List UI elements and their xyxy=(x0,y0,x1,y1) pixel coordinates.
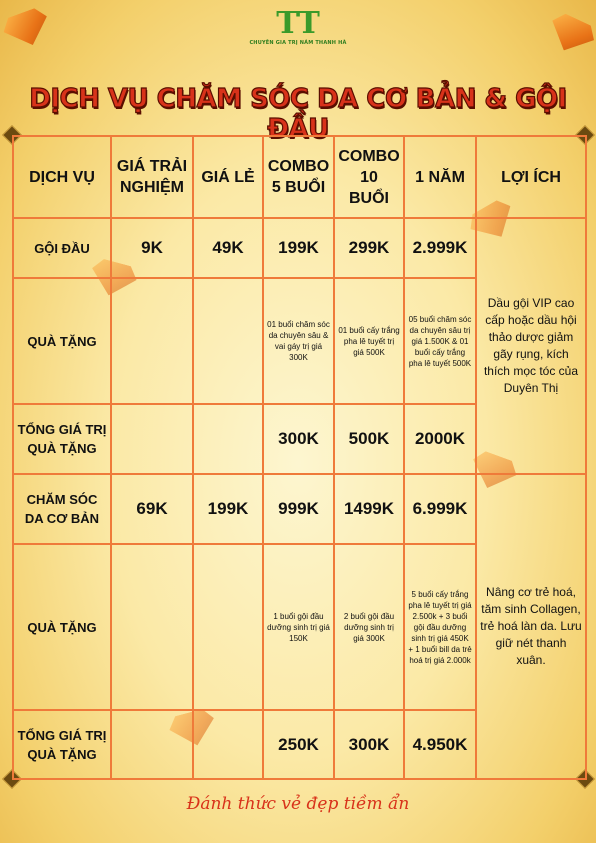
gem-decoration xyxy=(543,10,596,60)
row-label: GỘI ĐẦU xyxy=(13,218,111,278)
price-table xyxy=(12,135,587,780)
row-label: CHĂM SÓC DA CƠ BẢN xyxy=(13,474,111,544)
gift-cell: 5 buổi cấy trắng pha lê tuyết trị giá 2.500k + 3 buổi gội đầu dưỡng sinh trị giá 450K + 1 buổi bill da trẻ hoá trị giá 2.000k xyxy=(404,544,476,710)
footer-slogan: Đánh thức vẻ đẹp tiềm ẩn xyxy=(186,794,410,814)
gift-cell: 1 buổi gội đầu dưỡng sinh trị giá 150K xyxy=(263,544,334,710)
table-row xyxy=(13,474,586,544)
price-cell: 199K xyxy=(193,474,263,544)
gift-cell: 05 buổi chăm sóc da chuyên sâu trị giá 1.500K & 01 buổi cấy trắng pha lê tuyết 500K xyxy=(404,278,476,404)
benefit-cell: Dầu gội VIP cao cấp hoặc dầu hội thảo dược giảm gãy rụng, kích thích mọc tóc của Duyên Thị xyxy=(476,218,586,474)
row-label: TỔNG GIÁ TRỊ QUÀ TẶNG xyxy=(13,404,111,474)
empty-cell xyxy=(193,544,263,710)
price-cell: 299K xyxy=(334,218,404,278)
benefit-cell: Nâng cơ trẻ hoá, tăm sinh Collagen, trẻ hoá làn da. Lưu giữ nét thanh xuân. xyxy=(476,474,586,779)
price-cell: 1499K xyxy=(334,474,404,544)
gem-decoration xyxy=(0,5,54,53)
empty-cell xyxy=(111,278,193,404)
price-cell: 199K xyxy=(263,218,334,278)
price-cell: 6.999K xyxy=(404,474,476,544)
logo xyxy=(248,8,348,56)
price-cell: 49K xyxy=(193,218,263,278)
gift-cell: 01 buổi chăm sóc da chuyên sâu & vai gáy trị giá 300K xyxy=(263,278,334,404)
price-cell: 2.999K xyxy=(404,218,476,278)
row-label: TỔNG GIÁ TRỊ QUÀ TẶNG xyxy=(13,710,111,779)
total-cell: 2000K xyxy=(404,404,476,474)
row-label: QUÀ TẶNG xyxy=(13,278,111,404)
header-cell: GIÁ TRẢI NGHIỆM xyxy=(111,136,193,218)
table-row xyxy=(13,218,586,278)
header-cell: COMBO 5 BUỔI xyxy=(263,136,334,218)
empty-cell xyxy=(111,544,193,710)
logo-mark: TT xyxy=(276,6,320,41)
price-cell: 69K xyxy=(111,474,193,544)
header-cell: DỊCH VỤ xyxy=(13,136,111,218)
header-row xyxy=(13,136,586,218)
header-cell: COMBO 10 BUỔI xyxy=(334,136,404,218)
empty-cell xyxy=(193,404,263,474)
price-cell: 999K xyxy=(263,474,334,544)
logo-text: CHUYÊN GIA TRỊ NÁM THANH HÀ xyxy=(249,40,347,46)
empty-cell xyxy=(193,278,263,404)
empty-cell xyxy=(111,710,193,779)
header-cell: GIÁ LẺ xyxy=(193,136,263,218)
page-title: DỊCH VỤ CHĂM SÓC DA CƠ BẢN & GỘI ĐẦU xyxy=(29,84,567,144)
empty-cell xyxy=(193,710,263,779)
empty-cell xyxy=(111,404,193,474)
header-cell: 1 NĂM xyxy=(404,136,476,218)
header-cell: LỢI ÍCH xyxy=(476,136,586,218)
row-label: QUÀ TẶNG xyxy=(13,544,111,710)
total-cell: 250K xyxy=(263,710,334,779)
total-cell: 300K xyxy=(334,710,404,779)
gift-cell: 01 buổi cấy trắng pha lê tuyết trị giá 500K xyxy=(334,278,404,404)
total-cell: 300K xyxy=(263,404,334,474)
total-cell: 500K xyxy=(334,404,404,474)
gift-cell: 2 buổi gội đầu dưỡng sinh trị giá 300K xyxy=(334,544,404,710)
total-cell: 4.950K xyxy=(404,710,476,779)
price-cell: 9K xyxy=(111,218,193,278)
